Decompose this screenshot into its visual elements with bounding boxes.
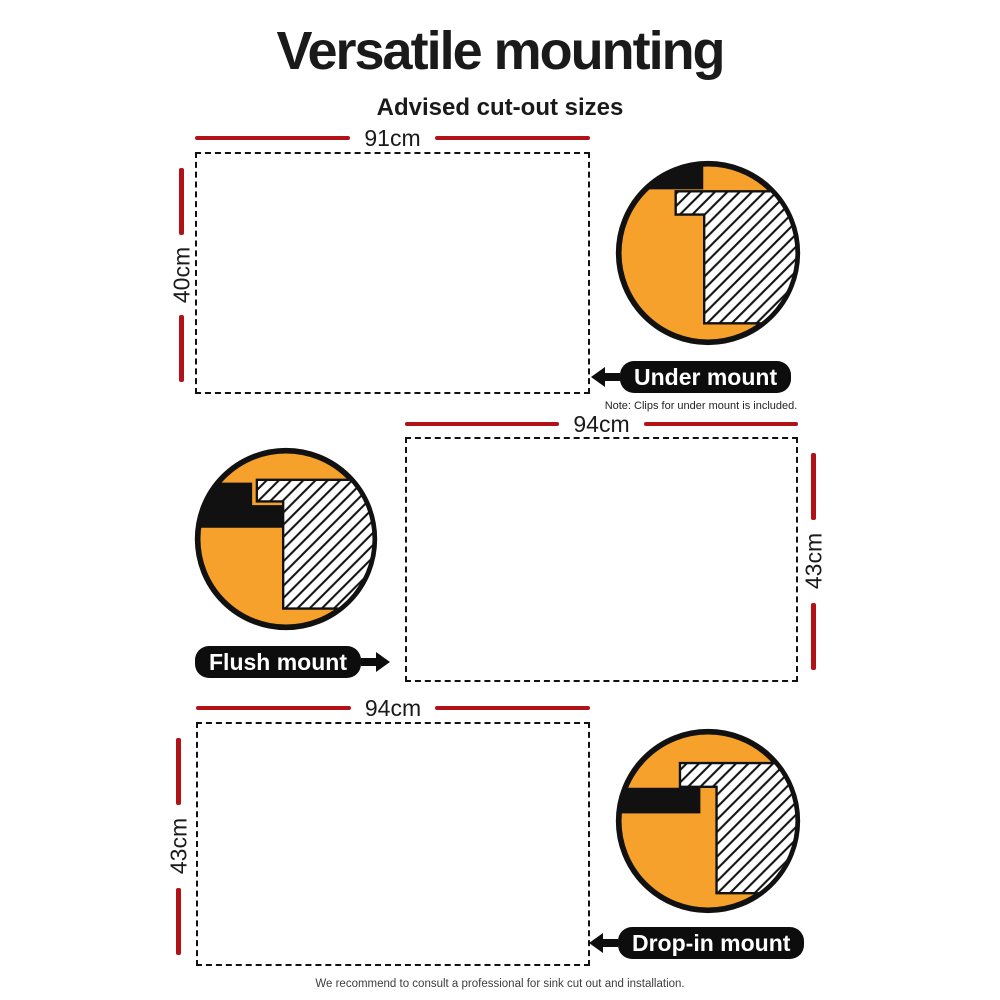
drop-in-mount-width-dimension [196,694,590,722]
dimension-line [405,422,559,426]
dimension-line [176,888,181,955]
height-value: 43cm [800,532,827,590]
flush-mount-cross-section-icon [192,445,380,633]
cutout-rect-flush-mount [405,437,798,682]
dimension-line [196,706,351,710]
dimension-line [179,315,184,382]
footer-disclaimer: We recommend to consult a professional for sink cut out and installation. [315,978,685,990]
width-value: 91cm [364,124,421,151]
drop-in-mount-callout [588,927,804,959]
height-value: 40cm [168,246,195,304]
flush-mount-width-dimension [405,410,798,438]
dimension-line [176,738,181,805]
left-arrow-icon [588,931,618,955]
dimension-line [644,422,798,426]
dimension-line [811,603,816,670]
flush-mount-label: Flush mount [195,646,361,678]
page-subtitle: Advised cut-out sizes [376,94,624,121]
dimension-line [195,136,350,140]
drop-in-mount-label: Drop-in mount [618,927,804,959]
dimension-line [811,453,816,520]
under-mount-cross-section-icon [613,158,803,348]
width-value: 94cm [573,410,630,437]
dimension-line [435,136,590,140]
width-value: 94cm [364,694,422,721]
under-mount-width-dimension [195,124,590,152]
under-mount-callout [590,361,791,393]
left-arrow-icon [590,365,620,389]
height-value: 43cm [165,817,192,875]
flush-mount-callout [195,646,391,678]
under-mount-note: Note: Clips for under mount is included. [604,400,798,412]
right-arrow-icon [361,650,391,674]
cutout-rect-under-mount [195,152,590,394]
drop-in-mount-cross-section-icon [613,726,803,916]
cutout-rect-drop-in-mount [196,722,590,966]
page-title: Versatile mounting [276,21,724,81]
dimension-line [179,168,184,235]
dimension-line [435,706,590,710]
under-mount-label: Under mount [620,361,791,393]
